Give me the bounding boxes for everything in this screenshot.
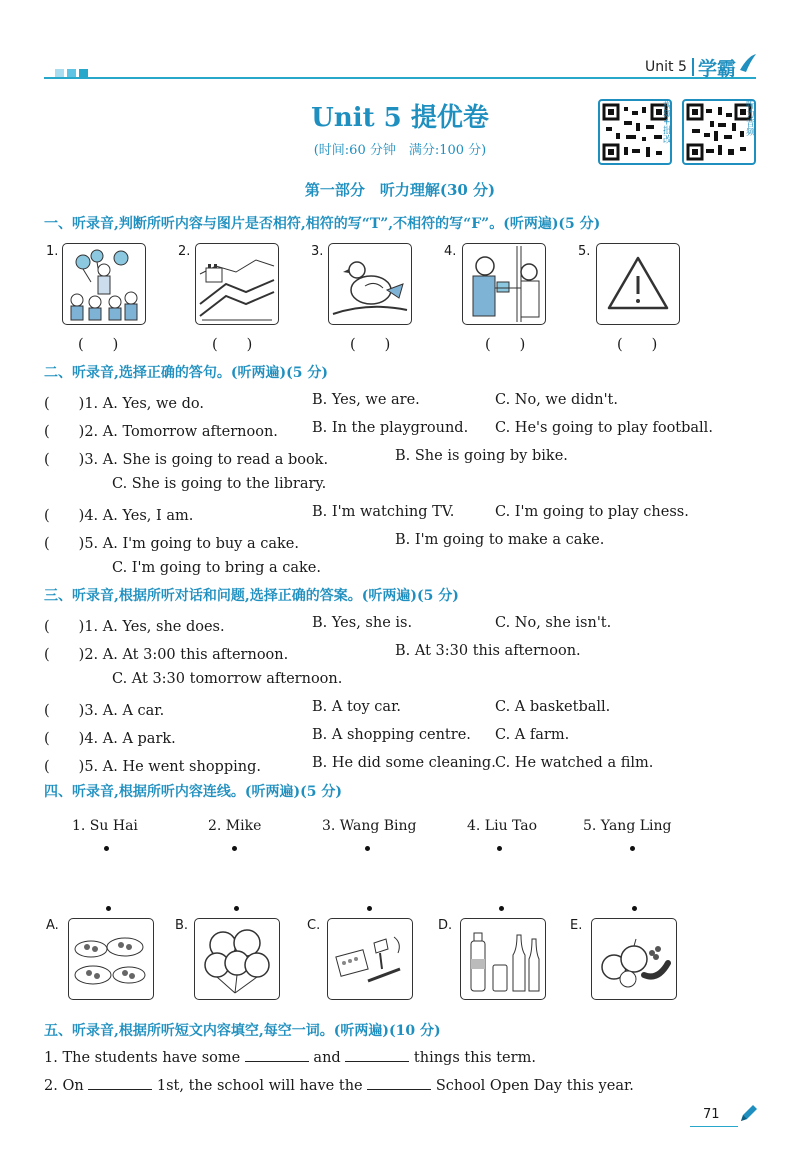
s4-picture-e <box>591 918 677 1000</box>
drinks-bottles-icon <box>461 919 545 999</box>
qr-label-video: 视频+批改 <box>661 100 671 144</box>
footer-rule <box>690 1126 738 1127</box>
s3-q2-a[interactable]: ( )2. A. At 3:00 this afternoon. <box>44 647 289 663</box>
s1-item2-answer[interactable]: ( ) <box>212 337 253 353</box>
s1-item5-answer[interactable]: ( ) <box>617 337 658 353</box>
part1-title: 第一部分 听力理解(30 分) <box>304 181 496 199</box>
header-divider <box>692 58 694 76</box>
s4-name-4: 4. Liu Tao <box>467 818 538 834</box>
s3-q3-c: C. A basketball. <box>495 699 611 715</box>
s1-item3-picture <box>328 243 412 325</box>
bird-icon <box>329 244 411 324</box>
s1-item1-answer[interactable]: ( ) <box>78 337 119 353</box>
s2-q3-c: C. She is going to the library. <box>112 476 327 492</box>
giving-gift-icon <box>463 244 545 324</box>
s1-item2-num: 2. <box>178 244 191 259</box>
balloons-icon <box>195 919 279 999</box>
s2-q4-a[interactable]: ( )4. A. Yes, I am. <box>44 508 194 524</box>
s3-q5-a[interactable]: ( )5. A. He went shopping. <box>44 759 261 775</box>
s4-name-dot-3[interactable] <box>365 846 370 851</box>
s3-q5-c: C. He watched a film. <box>495 755 654 771</box>
s1-item1-picture <box>62 243 146 325</box>
brand-swoosh-icon <box>738 52 758 74</box>
s5-l1-blank-1[interactable] <box>245 1047 309 1062</box>
party-balloons-icon <box>63 244 145 324</box>
s4-name-1: 1. Su Hai <box>72 818 138 834</box>
s4-name-dot-2[interactable] <box>232 846 237 851</box>
s5-l1-part-a: 1. The students have some <box>44 1050 241 1066</box>
food-plates-icon <box>69 919 153 999</box>
s3-q4-a[interactable]: ( )4. A. A park. <box>44 731 176 747</box>
s5-l2-blank-2[interactable] <box>367 1075 431 1090</box>
s4-name-dot-5[interactable] <box>630 846 635 851</box>
s3-q4-c: C. A farm. <box>495 727 570 743</box>
page-subtitle: (时间:60 分钟 满分:100 分) <box>313 143 487 158</box>
s2-q4-c: C. I'm going to play chess. <box>495 504 689 520</box>
s5-l2-blank-1[interactable] <box>88 1075 152 1090</box>
s1-item4-picture <box>462 243 546 325</box>
s4-name-5: 5. Yang Ling <box>583 818 672 834</box>
s2-q1-a[interactable]: ( )1. A. Yes, we do. <box>44 396 204 412</box>
s4-name-2: 2. Mike <box>208 818 262 834</box>
s3-q4-b: B. A shopping centre. <box>312 727 471 743</box>
s1-item4-num: 4. <box>444 244 457 259</box>
s3-q2-b: B. At 3:30 this afternoon. <box>395 643 581 659</box>
great-wall-icon <box>196 244 278 324</box>
s4-pic-dot-d[interactable] <box>499 906 504 911</box>
header-squares <box>55 63 91 82</box>
s3-q2-c: C. At 3:30 tomorrow afternoon. <box>112 671 343 687</box>
s2-q4-b: B. I'm watching TV. <box>312 504 455 520</box>
s4-name-3: 3. Wang Bing <box>322 818 417 834</box>
s1-item5-num: 5. <box>578 244 591 259</box>
brand-logo: 学霸 <box>698 58 737 80</box>
s3-q3-a[interactable]: ( )3. A. A car. <box>44 703 165 719</box>
s2-q5-a[interactable]: ( )5. A. I'm going to buy a cake. <box>44 536 299 552</box>
s3-q3-b: B. A toy car. <box>312 699 402 715</box>
s1-item3-answer[interactable]: ( ) <box>350 337 391 353</box>
s4-pic-dot-c[interactable] <box>367 906 372 911</box>
s2-q1-b: B. Yes, we are. <box>312 392 420 408</box>
s2-q2-b: B. In the playground. <box>312 420 469 436</box>
s4-picture-b <box>194 918 280 1000</box>
section1-title: 一、听录音,判断所听内容与图片是否相符,相符的写“T”,不相符的写“F”。(听两遍)(5 分) <box>44 216 601 232</box>
warning-sign-icon <box>597 244 679 324</box>
s3-q1-a[interactable]: ( )1. A. Yes, she does. <box>44 619 225 635</box>
s4-picture-a <box>68 918 154 1000</box>
s5-line2 <box>44 1075 634 1094</box>
s1-item4-answer[interactable]: ( ) <box>485 337 526 353</box>
section4-title: 四、听录音,根据所听内容连线。(听两遍)(5 分) <box>44 784 342 800</box>
s2-q5-c: C. I'm going to bring a cake. <box>112 560 321 576</box>
fruit-icon <box>592 919 676 999</box>
s3-q1-b: B. Yes, she is. <box>312 615 413 631</box>
s4-pic-dot-a[interactable] <box>106 906 111 911</box>
s4-letter-d: D. <box>438 918 453 933</box>
header-unit-label: Unit 5 <box>645 59 687 75</box>
s1-item3-num: 3. <box>311 244 324 259</box>
s1-item5-picture <box>596 243 680 325</box>
s5-l2-part-c: School Open Day this year. <box>435 1078 634 1094</box>
page-number: 71 <box>703 1107 720 1122</box>
s5-l2-part-a: 2. On <box>44 1078 84 1094</box>
s5-l1-part-c: things this term. <box>413 1050 536 1066</box>
s2-q2-a[interactable]: ( )2. A. Tomorrow afternoon. <box>44 424 278 440</box>
s4-pic-dot-e[interactable] <box>632 906 637 911</box>
s1-item2-picture <box>195 243 279 325</box>
s2-q2-c: C. He's going to play football. <box>495 420 713 436</box>
s4-name-dot-4[interactable] <box>497 846 502 851</box>
s4-name-dot-1[interactable] <box>104 846 109 851</box>
s2-q3-b: B. She is going by bike. <box>395 448 568 464</box>
s4-letter-b: B. <box>175 918 189 933</box>
page-title: Unit 5 提优卷 <box>311 103 489 133</box>
s4-letter-c: C. <box>307 918 321 933</box>
s2-q3-a[interactable]: ( )3. A. She is going to read a book. <box>44 452 329 468</box>
s3-q1-c: C. No, she isn't. <box>495 615 612 631</box>
s3-q5-b: B. He did some cleaning. <box>312 755 496 771</box>
s2-q1-c: C. No, we didn't. <box>495 392 618 408</box>
art-supplies-icon <box>328 919 412 999</box>
s4-pic-dot-b[interactable] <box>234 906 239 911</box>
section2-title: 二、听录音,选择正确的答句。(听两遍)(5 分) <box>44 365 328 381</box>
s5-line1 <box>44 1047 536 1066</box>
header-rule <box>44 77 756 79</box>
section5-title: 五、听录音,根据所听短文内容填空,每空一词。(听两遍)(10 分) <box>44 1023 441 1039</box>
s5-l1-part-b: and <box>313 1050 341 1066</box>
s4-picture-c <box>327 918 413 1000</box>
s1-item1-num: 1. <box>46 244 59 259</box>
section3-title: 三、听录音,根据所听对话和问题,选择正确的答案。(听两遍)(5 分) <box>44 588 459 604</box>
s4-letter-e: E. <box>570 918 583 933</box>
s5-l1-blank-2[interactable] <box>345 1047 409 1062</box>
pencil-icon <box>738 1104 758 1124</box>
s4-letter-a: A. <box>46 918 59 933</box>
qr-label-audio: 听力音频 <box>744 100 754 136</box>
s5-l2-part-b: 1st, the school will have the <box>156 1078 363 1094</box>
s4-picture-d <box>460 918 546 1000</box>
s2-q5-b: B. I'm going to make a cake. <box>395 532 605 548</box>
